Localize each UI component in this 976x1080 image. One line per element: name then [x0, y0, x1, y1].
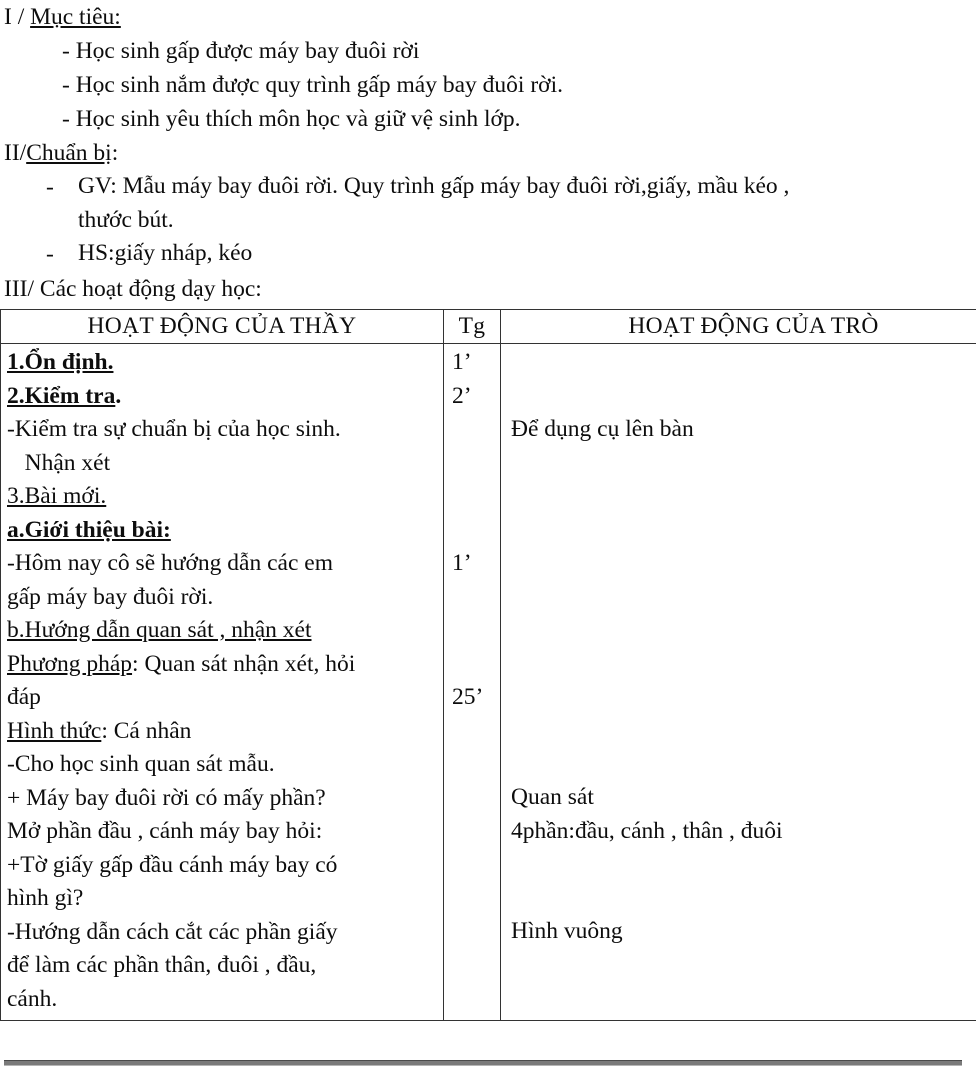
page-footer: [6, 1069, 964, 1080]
time-spacer-2: [452, 581, 500, 681]
section-2-item-1: [4, 170, 972, 237]
teacher-line-12: -Cho học sinh quan sát mẫu.: [7, 751, 275, 777]
teacher-line-1-underlined: 2.Kiểm tra: [7, 382, 116, 409]
time-mark-2: 1’: [452, 550, 472, 576]
teacher-line-0: 1.Ổn định.: [7, 349, 114, 375]
teacher-line-11-underlined: Hình thức: [7, 717, 102, 744]
section-2-heading: [4, 136, 972, 170]
section-3-numeral: III/: [4, 276, 40, 302]
section-2-item-2-line-1: HS:giấy nháp, kéo: [78, 240, 253, 266]
teacher-line-9: [7, 648, 439, 682]
column-header-student: HOẠT ĐỘNG CỦA TRÒ: [501, 310, 976, 344]
intro-sections: [0, 0, 976, 306]
teacher-line-4: 3.Bài mới.: [7, 483, 107, 509]
teacher-line-11: [7, 715, 439, 749]
time-mark-0: 1’: [452, 349, 472, 375]
student-line-2: 4phần:đầu, cánh , thân , đuôi: [511, 817, 783, 844]
teacher-line-11-suffix: : Cá nhân: [101, 717, 192, 744]
teacher-line-8: b.Hướng dẫn quan sát , nhận xét: [7, 617, 312, 643]
column-header-time: Tg: [444, 310, 501, 344]
section-1-bullet-1: - Học sinh gấp được máy bay đuôi rời: [62, 38, 420, 64]
teacher-line-16: hình gì?: [7, 885, 84, 911]
footer-divider: [4, 1060, 962, 1066]
teacher-line-6: -Hôm nay cô sẽ hướng dẫn các em: [7, 550, 333, 576]
table-body-row: [1, 344, 976, 1021]
column-header-teacher: HOẠT ĐỘNG CỦA THẦY: [1, 310, 444, 344]
student-spacer-3: [511, 480, 976, 681]
teacher-line-13: + Máy bay đuôi rời có mấy phần?: [7, 784, 326, 811]
activities-table: [0, 309, 976, 1021]
teacher-line-19: cánh.: [7, 985, 58, 1012]
teacher-line-5: a.Giới thiệu bài:: [7, 516, 171, 543]
student-spacer-5: [511, 848, 976, 915]
time-cell: [444, 344, 501, 1021]
dash-marker: -: [46, 174, 54, 200]
teacher-line-17: -Hướng dẫn cách cắt các phần giấy: [7, 918, 338, 945]
student-spacer-2: [511, 447, 976, 481]
teacher-line-14: Mở phần đầu , cánh máy bay hỏi:: [7, 818, 323, 844]
time-content: [444, 344, 500, 718]
student-spacer-1: [511, 346, 976, 413]
student-activities-content: [501, 344, 976, 953]
table-header-row: [1, 310, 976, 344]
teacher-line-9-suffix: : Quan sát nhận xét, hỏi: [132, 650, 356, 677]
section-3-heading: [4, 272, 972, 306]
teacher-activities-content: [1, 344, 443, 1020]
teacher-line-9-underlined: Phương pháp: [7, 650, 133, 677]
section-1-bullet-3: - Học sinh yêu thích môn học và giữ vệ sinh lớp.: [62, 106, 521, 132]
time-mark-3: 25’: [452, 683, 484, 710]
teacher-line-1: [7, 380, 439, 414]
section-2-title: Chuẩn bị: [26, 140, 112, 166]
teacher-line-7: gấp máy bay đuôi rời.: [7, 583, 214, 610]
section-1-heading: [4, 0, 972, 34]
dash-marker: -: [46, 241, 54, 267]
section-2-colon: :: [111, 140, 119, 166]
section-1-numeral: I /: [4, 4, 31, 30]
section-1-title: Mục tiêu:: [30, 4, 121, 30]
section-2-item-1-line-1: GV: Mẫu máy bay đuôi rời. Quy trình gấp máy bay đuôi rời,giấy, mầu kéo ,: [78, 173, 790, 199]
section-3-title: Các hoạt động dạy học:: [39, 276, 262, 302]
teacher-line-15: +Tờ giấy gấp đầu cánh máy bay có: [7, 851, 338, 878]
student-activities-cell: [501, 344, 976, 1021]
time-mark-1: 2’: [452, 382, 472, 409]
section-1-bullet-2: - Học sinh nắm được quy trình gấp máy bay đuôi rời.: [62, 72, 563, 98]
time-spacer-1: [452, 413, 500, 547]
teacher-line-10: đáp: [7, 684, 41, 710]
teacher-activities-cell: [1, 344, 444, 1021]
student-line-0: Để dụng cụ lên bàn: [511, 416, 694, 442]
teacher-line-2: -Kiểm tra sự chuẩn bị của học sinh.: [7, 416, 341, 442]
section-2-item-2: [4, 237, 972, 271]
teacher-line-1-suffix: .: [115, 382, 122, 409]
teacher-line-3: Nhận xét: [7, 449, 111, 476]
student-line-3: Hình vuông: [511, 918, 623, 944]
teacher-line-18: để làm các phần thân, đuôi , đầu,: [7, 952, 317, 978]
section-2-numeral: II/: [4, 140, 27, 166]
student-spacer-4: [511, 681, 976, 781]
student-line-1: Quan sát: [511, 784, 594, 810]
section-2-item-1-line-2: thước bút.: [78, 206, 174, 233]
